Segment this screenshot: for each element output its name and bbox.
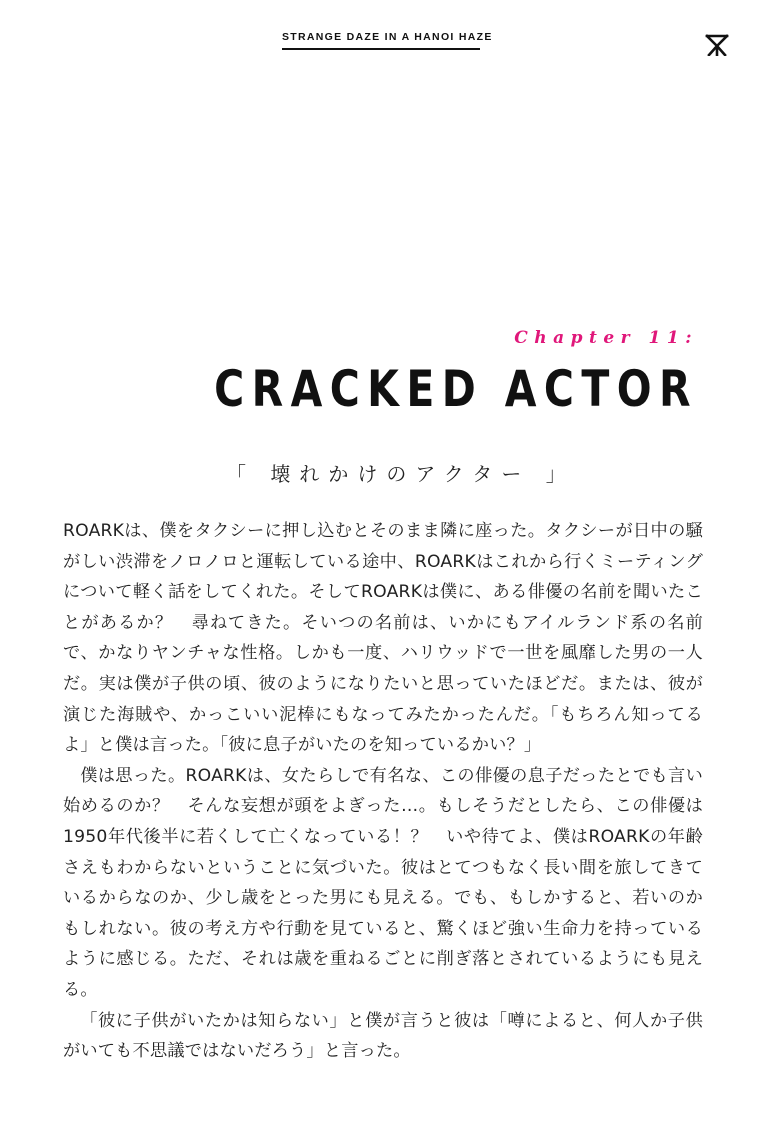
chapter-number-label: Chapter 11:	[514, 328, 698, 348]
paragraph: 「彼に子供がいたかは知らない」と僕が言うと彼は「噂によると、何人か子供がいても不思議ではないだろう」と言った。	[63, 1010, 703, 1062]
header-underline	[282, 48, 480, 50]
running-header	[282, 30, 493, 50]
brand-logo-icon	[705, 34, 729, 56]
paragraph: ROARKは、僕をタクシーに押し込むとそのまま隣に座った。タクシーが日中の騒がしい渋滞をノロノロと運転している途中、ROARKはこれから行くミーティングについて軽く話をしてくれた。そしてROARKは僕に、ある俳優の名前を聞いたことがあるか？ 尋ねてきた。そいつの名前は、いかにもアイルランド系の名前で、かなりヤンチャな性格。しかも一度、ハリウッドで一世を風靡した男の一人だ。実は僕が子供の頃、彼のようになりたいと思っていたほどだ。または、彼が演じた海賊や、かっこいい泥棒にもなってみたかったんだ。「もちろん知ってるよ」と僕は言った。「彼に息子がいたのを知っているかい？」	[63, 521, 704, 756]
paragraph: 僕は思った。ROARKは、女たらしで有名な、この俳優の息子だったとでも言い始めるのか？ そんな妄想が頭をよぎった…。もしそうだとしたら、この俳優は1950年代後半に若くして亡くなっている！？ いや待てよ、僕はROARKの年齢さえもわからないということに気づいた。彼はとてつもなく長い間を旅してきているからなのか、少し歳をとった男にも見える。でも、もしかすると、若いのかもしれない。彼の考え方や行動を見ていると、驚くほど強い生命力を持っているように感じる。ただ、それは歳を重ねるごとに削ぎ落とされているようにも見える。	[63, 765, 704, 1000]
chapter-title: CRACKED ACTOR	[214, 360, 698, 418]
chapter-subtitle: 「 壊れかけのアクター 」	[226, 462, 575, 486]
body-text	[63, 516, 703, 1067]
running-title: STRANGE DAZE IN A HANOI HAZE	[282, 31, 493, 43]
